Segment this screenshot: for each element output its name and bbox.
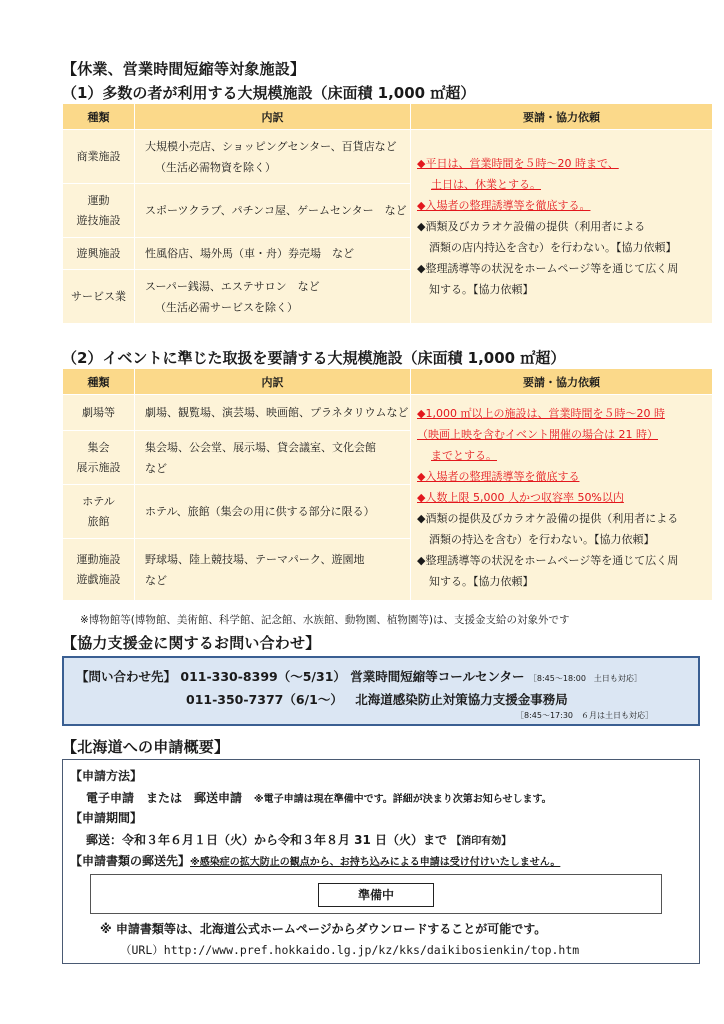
phone-number-1[interactable]: 011-330-8399 <box>180 669 278 684</box>
download-note: ※ 申請書類等は、北海道公式ホームページからダウンロードすることが可能です。 <box>100 922 547 936</box>
request-line: ◆酒類及びカラオケ設備の提供（利用者による <box>417 220 646 233</box>
period-row <box>86 831 511 848</box>
category-label: 運動施設 <box>76 552 121 566</box>
contact-name-1: 営業時間短縮等コールセンター <box>350 669 525 684</box>
header-type: 種類 <box>63 104 135 130</box>
request-line: ◆入場者の整理誘導等を徹底する。 <box>417 199 591 212</box>
method-text: 電子申請 または 郵送申請 <box>86 791 243 805</box>
preparing-badge: 準備中 <box>318 883 434 907</box>
museum-note: ※博物館等(博物館、美術館、科学館、記念館、水族館、動物園、植物園等)は、支援金支給の対象外です <box>80 614 570 626</box>
category-cell <box>63 485 135 539</box>
request-line: 酒類の店内持込を含む）を行わない。【協力依頼】 <box>429 241 677 254</box>
period-note: 【消印有効】 <box>451 836 512 847</box>
category-label: ホテル <box>82 494 115 508</box>
table-header-row <box>63 104 713 130</box>
category-label: 遊興施設 <box>76 246 121 260</box>
request-line: までとする。 <box>431 449 497 462</box>
contact-hours-1: ［8:45～18:00 土日も対応］ <box>528 674 642 683</box>
category-cell <box>63 130 135 184</box>
detail-line: スーパー銭湯、エステサロン など <box>145 279 320 293</box>
detail-line: 集会場、公会堂、展示場、貸会議室、文化会館 <box>145 440 376 454</box>
destination-note: ※感染症の拡大防止の観点から、お持ち込みによる申請は受け付けいたしません。 <box>190 857 561 868</box>
contact-heading: 【協力支援金に関するお問い合わせ】 <box>62 634 321 652</box>
category-label: 遊技施設 <box>76 213 121 227</box>
period-text: 郵送：令和３年６月１日（火）から令和３年８月 31 日（火）まで <box>86 833 448 847</box>
category-label: 集会 <box>87 440 110 454</box>
contact-line-1 <box>76 667 642 685</box>
request-line: ◆整理誘導等の状況をホームページ等を通じて広く周 <box>417 262 679 275</box>
category-cell <box>63 270 135 324</box>
detail-line: ホテル、旅館（集会の用に供する部分に限る） <box>145 505 375 518</box>
detail-line: 大規模小売店、ショッピングセンター、百貨店など <box>145 139 397 153</box>
request-line: ◆整理誘導等の状況をホームページ等を通じて広く周 <box>417 554 679 567</box>
application-heading: 【北海道への申請概要】 <box>62 738 230 756</box>
detail-line: （生活必需物資を除く） <box>155 160 276 174</box>
detail-line: スポーツクラブ、パチンコ屋、ゲームセンター など <box>145 204 407 217</box>
request-line: 知する。【協力依頼】 <box>429 283 534 296</box>
contact-period-1: （～5/31） <box>277 669 346 684</box>
request-line: （映画上映を含むイベント開催の場合は 21 時） <box>417 428 658 441</box>
detail-cell <box>135 431 411 485</box>
detail-cell <box>135 184 411 238</box>
contact-label: 【問い合わせ先】 <box>76 669 177 684</box>
section-heading: 【休業、営業時間短縮等対象施設】 <box>62 60 306 78</box>
detail-cell <box>135 130 411 184</box>
request-cell <box>411 395 713 601</box>
detail-line: など <box>145 573 167 587</box>
category-label: 遊戯施設 <box>76 572 121 586</box>
facility-table-1 <box>62 103 713 324</box>
detail-line: （生活必需サービスを除く） <box>155 300 298 314</box>
request-line: 知する。【協力依頼】 <box>429 575 534 588</box>
period-label: 【申請期間】 <box>70 811 143 825</box>
method-note: ※電子申請は現在準備中です。詳細が決まり次第お知らせします。 <box>253 794 552 805</box>
request-line: ◆1,000 ㎡以上の施設は、営業時間を５時～20 時 <box>417 407 665 420</box>
header-type: 種類 <box>63 369 135 395</box>
phone-number-2[interactable]: 011-350-7377 <box>186 692 284 707</box>
request-line: 酒類の持込を含む）を行わない。【協力依頼】 <box>429 533 655 546</box>
category-cell <box>63 395 135 431</box>
request-line: ◆酒類の提供及びカラオケ設備の提供（利用者による <box>417 512 679 525</box>
contact-line-2 <box>186 690 568 708</box>
request-line: ◆人数上限 5,000 人かつ収容率 50%以内 <box>417 491 624 504</box>
destination-label: 【申請書類の郵送先】 <box>70 854 191 868</box>
detail-line: 野球場、陸上競技場、テーマパーク、遊園地 <box>145 552 365 566</box>
detail-cell <box>135 485 411 539</box>
table-row <box>63 130 713 184</box>
detail-cell <box>135 238 411 270</box>
request-cell <box>411 130 713 324</box>
request-line: ◆入場者の整理誘導等を徹底する <box>417 470 580 483</box>
category-label: サービス業 <box>71 289 126 303</box>
detail-cell <box>135 270 411 324</box>
category-label: 展示施設 <box>76 460 121 474</box>
method-label: 【申請方法】 <box>70 769 143 783</box>
contact-period-2: （6/1～） <box>283 692 343 707</box>
subsection-heading-2: （2）イベントに準じた取扱を要請する大規模施設（床面積 1,000 ㎡超） <box>62 349 566 367</box>
download-url[interactable]: （URL）http://www.pref.hokkaido.lg.jp/kz/kks/daikibosienkin/top.htm <box>120 943 580 957</box>
category-cell <box>63 431 135 485</box>
facility-table-2 <box>62 368 713 601</box>
method-row <box>86 789 552 806</box>
detail-line: 劇場、観覧場、演芸場、映画館、プラネタリウムなど <box>145 406 409 419</box>
detail-cell <box>135 539 411 601</box>
header-request: 要請・協力依頼 <box>411 104 713 130</box>
request-line: 土日は、休業とする。 <box>431 178 541 191</box>
category-cell <box>63 539 135 601</box>
request-line: ◆平日は、営業時間を５時～20 時まで、 <box>417 157 619 170</box>
category-label: 運動 <box>87 193 110 207</box>
category-cell <box>63 238 135 270</box>
category-label: 劇場等 <box>82 405 115 419</box>
contact-hours-2: ［8:45～17:30 ６月は土日も対応］ <box>516 711 654 720</box>
header-detail: 内訳 <box>135 369 411 395</box>
table-header-row <box>63 369 713 395</box>
detail-cell <box>135 395 411 431</box>
contact-name-2: 北海道感染防止対策協力支援金事務局 <box>355 692 568 707</box>
header-detail: 内訳 <box>135 104 411 130</box>
detail-line: 性風俗店、場外馬（車・舟）券売場 など <box>145 247 354 260</box>
category-cell <box>63 184 135 238</box>
category-label: 旅館 <box>87 514 110 528</box>
header-request: 要請・協力依頼 <box>411 369 713 395</box>
table-row <box>63 395 713 431</box>
subsection-heading-1: （1）多数の者が利用する大規模施設（床面積 1,000 ㎡超） <box>62 84 476 102</box>
destination-row <box>70 852 560 869</box>
detail-line: など <box>145 461 167 475</box>
category-label: 商業施設 <box>76 149 121 163</box>
